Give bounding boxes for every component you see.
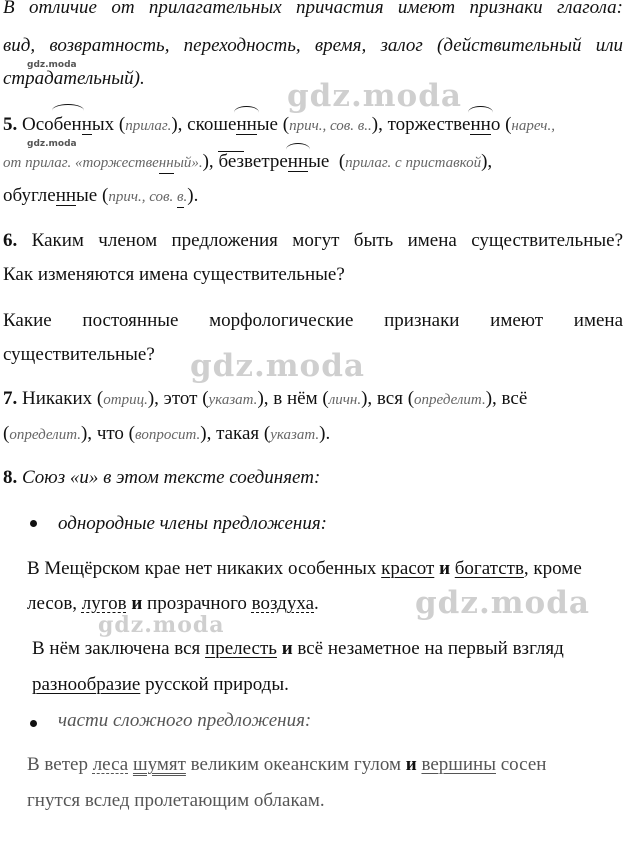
bullet-1 (30, 520, 37, 527)
word-raznoobrazie: разнообразие (32, 674, 141, 695)
q8-sentence-5: В ветер леса шумят великим океанским гулом и вершины сосен (27, 754, 547, 775)
bullet-2 (30, 720, 37, 727)
word-shumyat: шумят (132, 754, 186, 775)
q6-line-1: 6. Каким членом предложения могут быть имена существительные? (3, 230, 623, 251)
q8-sentence-6: гнутся вслед пролетающим облакам. (27, 790, 325, 811)
word-obuglennye: обугленные (3, 185, 98, 206)
q7-number: 7. (3, 388, 18, 409)
note-pristavka: прилаг. с приставкой (345, 155, 482, 171)
intro-line-3: страдательный). (3, 68, 145, 89)
word-bezvetrennye: безветренные (218, 151, 330, 172)
word-torzhestvenno: торжественно (387, 114, 501, 135)
q5-line-1: 5. Особенных (прилаг.), скошенные (прич., сов. в..), торжественно (нареч., (3, 114, 555, 135)
q8-title: 8. Союз «и» в этом тексте соединяет: (3, 467, 321, 488)
watermark-4: gdz.moda (98, 612, 225, 638)
word-bogatstv: богатств (454, 558, 524, 579)
note-prilag: прилаг. (125, 118, 172, 134)
watermark-2: gdz.moda (190, 348, 365, 384)
q8-sentence-1: В Мещёрском крае нет никаких особенных красот и богатств, кроме (27, 558, 582, 579)
intro-line-2: вид, возвратность, переходность, время, залог (действительный или (3, 35, 623, 56)
q6-line-4: существительные? (3, 344, 155, 365)
word-osobennykh: Особенных (22, 114, 115, 135)
word-lesa: леса (92, 754, 129, 775)
q8-sentence-3: В нём заключена вся прелесть и всё незаметное на первый взгляд (32, 638, 564, 659)
q6-line-2: Как изменяются имена существительные? (3, 264, 345, 285)
note-narech: нареч., (511, 118, 555, 134)
watermark-small-1: gdz.moda (27, 60, 77, 70)
q5-line-2: от прилаг. «торжественный».), безветренные (прилаг. с приставкой), (3, 151, 493, 172)
q7-line-2: (определит.), что (вопросит.), такая (указат.). (3, 423, 331, 444)
note-ot-prilag: от прилаг. «торжественный». (3, 155, 203, 171)
q5-number: 5. (3, 114, 18, 135)
q6-line-3: Какие постоянные морфологические признаки имеют имена (3, 310, 623, 331)
word-vershiny: вершины (421, 754, 496, 775)
word-lugov: лугов (81, 593, 127, 614)
word-skoshennye: скошенные (187, 114, 278, 135)
watermark-small-2: gdz.moda (27, 139, 77, 149)
note-prich: прич., сов. в.. (289, 118, 372, 134)
q7-line-1: 7. Никаких (отриц.), этот (указат.), в нём (личн.), вся (определит.), всё (3, 388, 528, 409)
q6-number: 6. (3, 230, 18, 251)
q5-line-3: обугленные (прич., сов. в.). (3, 185, 199, 206)
q8-sentence-2: лесов, лугов и прозрачного воздуха. (27, 593, 319, 614)
intro-line-1: В отличие от прилагательных причастия имеют признаки глагола: (3, 0, 623, 18)
note-prich-2: прич., сов. в. (108, 189, 187, 205)
watermark-1: gdz.moda (287, 78, 462, 114)
q8-sentence-4: разнообразие русской природы. (32, 674, 289, 695)
q8-bullet-2: части сложного предложения: (58, 710, 312, 731)
q8-number: 8. (3, 467, 18, 488)
word-vozdukha: воздуха (251, 593, 315, 614)
word-prelest: прелесть (205, 638, 277, 659)
q8-bullet-1: однородные члены предложения: (58, 513, 327, 534)
word-krasot: красот (381, 558, 435, 579)
watermark-3: gdz.moda (415, 585, 590, 621)
